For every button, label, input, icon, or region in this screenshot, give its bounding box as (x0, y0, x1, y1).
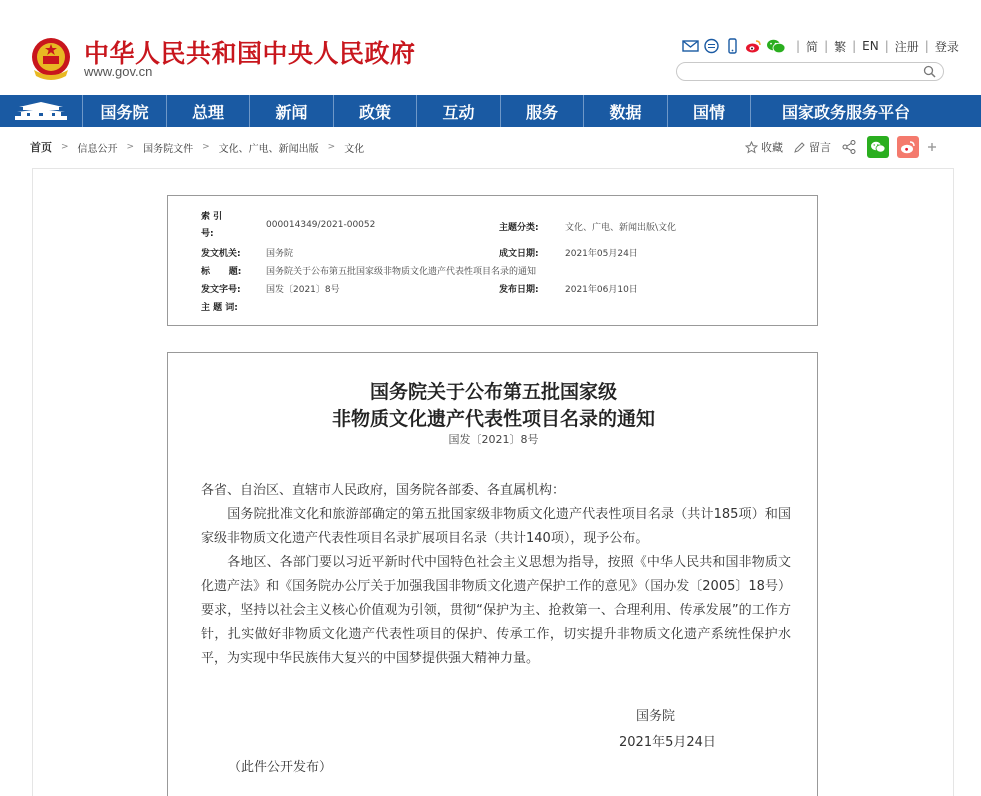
meta-index-value: 000014349/2021-00052 (266, 220, 376, 230)
nav-item-service-platform[interactable]: 国家政务服务平台 (750, 95, 941, 127)
article-signature: 国务院 (636, 709, 676, 724)
nav-item-state-council[interactable]: 国务院 (82, 95, 166, 127)
nav-item-policy[interactable]: 政策 (333, 95, 416, 127)
plus-icon[interactable] (927, 142, 937, 152)
article-tools (745, 136, 937, 158)
link-login[interactable]: 登录 (934, 39, 959, 54)
article-doc-number: 国发〔2021〕8号 (448, 433, 539, 446)
nav-item-premier[interactable]: 总理 (166, 95, 249, 127)
tiananmen-icon[interactable] (0, 95, 82, 127)
chevron-right-icon: > (61, 142, 69, 152)
chevron-right-icon: > (202, 142, 210, 152)
main-nav (0, 95, 981, 127)
chevron-right-icon: > (327, 142, 336, 152)
wechat-icon[interactable] (766, 38, 786, 54)
pencil-icon (793, 141, 806, 154)
national-emblem-icon[interactable] (30, 36, 72, 82)
link-simplified[interactable]: 简 (806, 39, 819, 54)
meta-title-label: 标 题: (201, 267, 242, 277)
meta-doc-no-label: 发文字号: (201, 285, 241, 295)
meta-category-value: 文化、广电、新闻出版\文化 (565, 223, 677, 233)
chevron-right-icon: > (126, 142, 135, 152)
meta-title-value: 国务院关于公布第五批国家级非物质文化遗产代表性项目名录的通知 (266, 267, 537, 277)
breadcrumb-item[interactable]: 国务院文件 (143, 143, 194, 155)
wechat-icon (870, 140, 886, 154)
site-header (0, 0, 981, 95)
article-title-line1: 国务院关于公布第五批国家级 (369, 381, 617, 403)
article-salutation: 各省、自治区、直辖市人民政府，国务院各部委、各直属机构： (201, 483, 566, 498)
nav-item-interaction[interactable]: 互动 (416, 95, 500, 127)
breadcrumb-item[interactable]: 文化 (344, 143, 365, 155)
link-separator: | (852, 39, 857, 53)
link-traditional[interactable]: 繁 (834, 39, 847, 54)
breadcrumb-item[interactable]: 信息公开 (77, 143, 118, 155)
article-body (167, 352, 818, 796)
link-register[interactable]: 注册 (894, 39, 919, 54)
search-icon[interactable] (923, 65, 936, 78)
share-weibo-button[interactable] (897, 136, 919, 158)
breadcrumb-item[interactable]: 文化、广电、新闻出版 (218, 143, 319, 155)
article-release-note: （此件公开发布） (228, 760, 333, 775)
document-meta-table (167, 195, 818, 326)
site-title[interactable]: 中华人民共和国中央人民政府 (84, 39, 416, 68)
share-wechat-button[interactable] (867, 136, 889, 158)
search-input[interactable] (676, 62, 944, 81)
article-date: 2021年5月24日 (619, 735, 716, 750)
meta-issuer-label: 发文机关: (201, 249, 241, 259)
comment-label: 留言 (809, 141, 831, 154)
favorite-button[interactable] (745, 139, 783, 155)
nav-item-data[interactable]: 数据 (583, 95, 667, 127)
link-english[interactable]: EN (862, 39, 879, 53)
link-separator: | (884, 39, 889, 53)
article-title-line2: 非物质文化遗产代表性项目名录的通知 (331, 408, 655, 430)
meta-issuer-value: 国务院 (266, 249, 294, 259)
link-separator: | (824, 39, 829, 53)
article-paragraph-2: 各地区、各部门要以习近平新时代中国特色社会主义思想为指导，按照《中华人民共和国非物质文化遗产法》和《国务院办公厅关于加强我国非物质文化遗产保护工作的意见》（国办发〔2005〕18号）要求，坚持以社会主义核心价值观为引领，贯彻“保护为主、抢救第一、合理利用、传承发展”的工作方针，扎实做好非物质文化遗产代表性项目的保护、传承工作，切实提升非物质文化遗产系统性保护水平，为实现中华民族伟大复兴的中国梦提供强大精神力量。 (201, 555, 791, 666)
share-icon[interactable] (841, 139, 857, 155)
nav-item-news[interactable]: 新闻 (249, 95, 333, 127)
breadcrumb (30, 139, 364, 155)
nav-item-national-info[interactable]: 国情 (667, 95, 750, 127)
meta-published-value: 2021年06月10日 (565, 285, 638, 295)
top-links (682, 37, 959, 55)
breadcrumb-home[interactable]: 首页 (30, 141, 52, 154)
meta-index-label: 索 引 号: (201, 212, 223, 239)
meta-keywords-label: 主 题 词: (201, 303, 238, 313)
link-separator: | (924, 39, 929, 53)
meta-published-label: 发布日期: (499, 285, 539, 295)
meta-doc-no-value: 国发〔2021〕8号 (266, 285, 340, 295)
comment-button[interactable] (793, 139, 831, 155)
meta-category-label: 主题分类: (499, 223, 539, 233)
link-separator: | (796, 39, 801, 53)
weibo-icon (900, 140, 916, 154)
nav-item-services[interactable]: 服务 (500, 95, 583, 127)
mail-icon[interactable] (682, 38, 699, 54)
article-paragraph-1: 国务院批准文化和旅游部确定的第五批国家级非物质文化遗产代表性项目名录（共计185项）和国家级非物质文化遗产代表性项目名录扩展项目名录（共计140项），现予公布。 (201, 507, 791, 546)
site-url[interactable]: www.gov.cn (84, 64, 153, 79)
meta-created-label: 成文日期: (499, 249, 539, 259)
favorite-label: 收藏 (761, 141, 783, 154)
weibo-icon[interactable] (745, 38, 762, 54)
message-icon[interactable] (703, 38, 720, 54)
meta-created-value: 2021年05月24日 (565, 249, 638, 259)
mobile-icon[interactable] (724, 38, 741, 54)
star-icon (745, 141, 758, 154)
